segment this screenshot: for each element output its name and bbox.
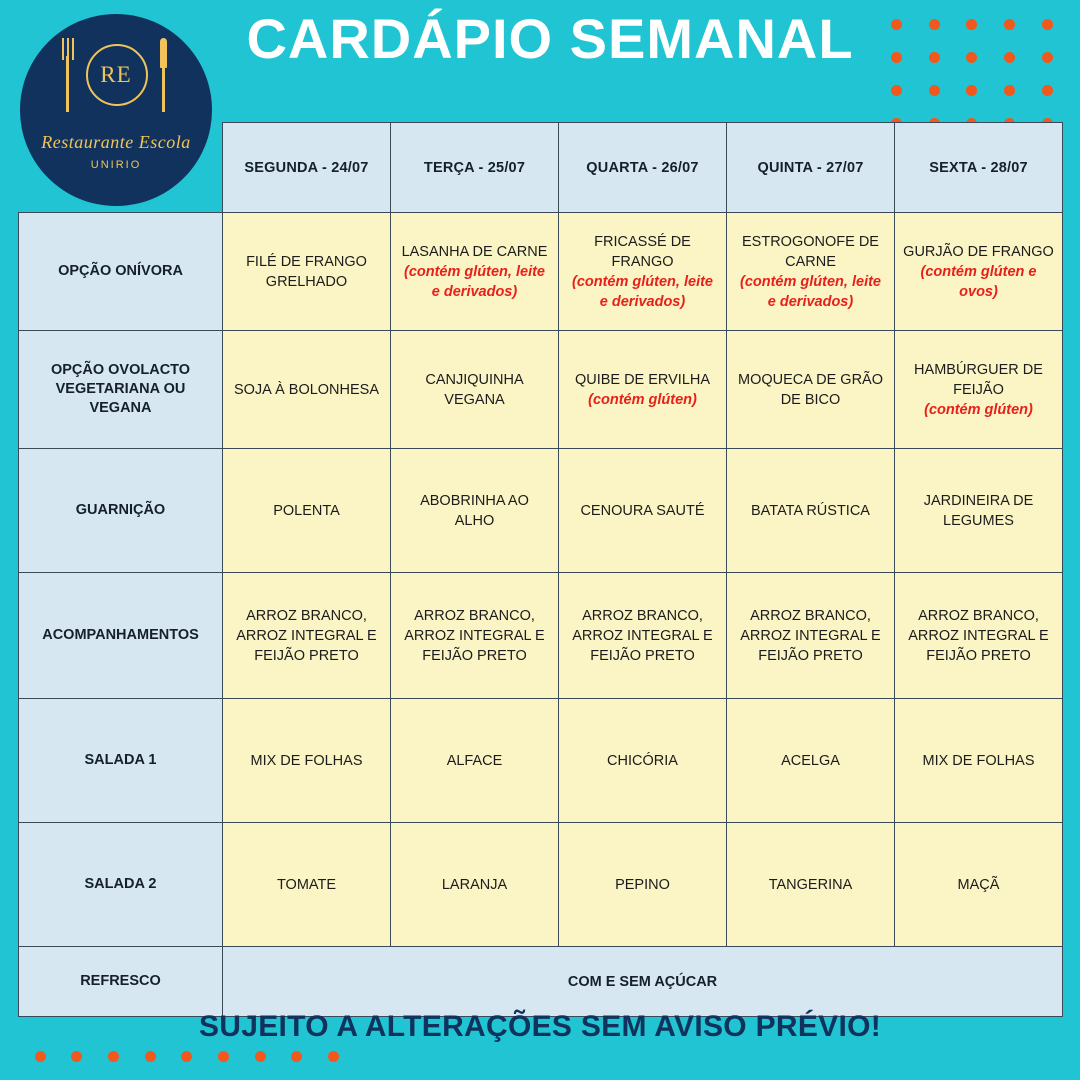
knife-icon — [157, 38, 171, 112]
logo-monogram: RE — [100, 62, 132, 87]
dot — [966, 85, 977, 96]
column-header-thursday: QUINTA - 27/07 — [727, 123, 895, 213]
column-header-tuesday: TERÇA - 25/07 — [391, 123, 559, 213]
dish-name: SOJA À BOLONHESA — [233, 381, 380, 398]
dish-name: POLENTA — [273, 502, 340, 519]
dot — [71, 1051, 82, 1062]
table-row — [19, 331, 1063, 449]
dish-name: ARROZ BRANCO, ARROZ INTEGRAL E FEIJÃO PRETO — [236, 607, 377, 664]
table-cell — [727, 331, 895, 449]
dish-name: CANJIQUINHA VEGANA — [425, 371, 524, 408]
table-row — [19, 823, 1063, 947]
allergen-note: (contém glúten, leite e derivados) — [740, 273, 881, 310]
table-row — [19, 947, 1063, 1017]
row-label-refresco: REFRESCO — [19, 947, 223, 1017]
dish-name: QUIBE DE ERVILHA — [574, 371, 711, 388]
dish-name: ESTROGONOFE DE CARNE — [742, 233, 879, 270]
table-cell — [727, 699, 895, 823]
dish-name: GURJÃO DE FRANGO — [903, 243, 1054, 260]
table-cell — [223, 213, 391, 331]
table-row — [19, 449, 1063, 573]
table-cell — [223, 823, 391, 947]
dot — [929, 85, 940, 96]
row-label-onivora: OPÇÃO ONÍVORA — [19, 213, 223, 331]
dish-name: MIX DE FOLHAS — [922, 752, 1035, 769]
row-label-salada-1: SALADA 1 — [19, 699, 223, 823]
logo-institution: UNIRIO — [90, 159, 142, 171]
dot — [891, 85, 902, 96]
dish-name: MOQUECA DE GRÃO DE BICO — [737, 371, 884, 408]
dish-name: LARANJA — [441, 876, 508, 893]
table-cell — [895, 573, 1063, 699]
disclaimer-text: SUJEITO A ALTERAÇÕES SEM AVISO PRÉVIO! — [198, 1010, 882, 1043]
table-header — [19, 123, 1063, 213]
table-cell — [559, 823, 727, 947]
logo-name: Restaurante Escola — [41, 132, 191, 152]
table-cell — [727, 449, 895, 573]
dish-name: FRICASSÉ DE FRANGO — [594, 233, 691, 270]
page-title: CARDÁPIO SEMANAL — [246, 7, 854, 70]
table-cell — [223, 331, 391, 449]
table-cell — [391, 331, 559, 449]
table-cell — [559, 213, 727, 331]
column-header-wednesday: QUARTA - 26/07 — [559, 123, 727, 213]
allergen-note: (contém glúten) — [588, 391, 697, 408]
dot — [181, 1051, 192, 1062]
weekly-menu-table — [18, 122, 1063, 1017]
dish-name: FILÉ DE FRANGO GRELHADO — [246, 253, 367, 290]
dish-name: JARDINEIRA DE LEGUMES — [923, 492, 1034, 529]
dot — [966, 52, 977, 63]
table-cell — [895, 449, 1063, 573]
dish-name: ACELGA — [781, 752, 840, 769]
table-cell — [727, 213, 895, 331]
dot — [291, 1051, 302, 1062]
cutlery-plate-icon — [53, 38, 179, 130]
dot — [1004, 85, 1015, 96]
table-cell — [223, 449, 391, 573]
table-cell — [559, 331, 727, 449]
dot — [1042, 52, 1053, 63]
refresco-value: COM E SEM AÇÚCAR — [223, 947, 1063, 1017]
dot — [145, 1051, 156, 1062]
dish-name: TANGERINA — [768, 876, 853, 893]
decorative-dot-row-bottom-left — [22, 1051, 352, 1062]
dish-name: ARROZ BRANCO, ARROZ INTEGRAL E FEIJÃO PRETO — [908, 607, 1049, 664]
table-row — [19, 573, 1063, 699]
table-cell — [559, 699, 727, 823]
column-header-monday: SEGUNDA - 24/07 — [223, 123, 391, 213]
row-label-vegetariana: OPÇÃO OVOLACTO VEGETARIANA OU VEGANA — [19, 331, 223, 449]
dish-name: ARROZ BRANCO, ARROZ INTEGRAL E FEIJÃO PRETO — [404, 607, 545, 664]
dot — [929, 19, 940, 30]
dish-name: TOMATE — [276, 876, 337, 893]
dot — [255, 1051, 266, 1062]
dish-name: HAMBÚRGUER DE FEIJÃO — [914, 361, 1043, 398]
table-cell — [223, 699, 391, 823]
allergen-note: (contém glúten, leite e derivados) — [572, 273, 713, 310]
table-row — [19, 213, 1063, 331]
dish-name: BATATA RÚSTICA — [751, 502, 870, 519]
table-cell — [391, 823, 559, 947]
dot — [929, 52, 940, 63]
dish-name: MAÇÃ — [957, 876, 1000, 893]
table-cell — [223, 573, 391, 699]
dish-name: CENOURA SAUTÉ — [580, 502, 705, 519]
table-corner-cell — [19, 123, 223, 213]
weekly-menu-table-wrapper — [18, 122, 1062, 1017]
table-cell — [559, 449, 727, 573]
dot — [1042, 19, 1053, 30]
row-label-salada-2: SALADA 2 — [19, 823, 223, 947]
dot — [891, 19, 902, 30]
dot — [108, 1051, 119, 1062]
table-cell — [895, 699, 1063, 823]
dot — [966, 19, 977, 30]
dish-name: ABOBRINHA AO ALHO — [420, 492, 529, 529]
row-label-guarnicao: GUARNIÇÃO — [19, 449, 223, 573]
dish-name: ARROZ BRANCO, ARROZ INTEGRAL E FEIJÃO PRETO — [572, 607, 713, 664]
table-cell — [391, 699, 559, 823]
allergen-note: (contém glúten e ovos) — [920, 263, 1037, 300]
table-cell — [391, 449, 559, 573]
table-cell — [727, 823, 895, 947]
dish-name: PEPINO — [615, 876, 670, 893]
table-row — [19, 699, 1063, 823]
dot — [1042, 85, 1053, 96]
dot — [328, 1051, 339, 1062]
table-cell — [559, 573, 727, 699]
table-cell — [391, 213, 559, 331]
dish-name: ARROZ BRANCO, ARROZ INTEGRAL E FEIJÃO PRETO — [740, 607, 881, 664]
allergen-note: (contém glúten) — [924, 401, 1033, 418]
dish-name: ALFACE — [446, 752, 503, 769]
allergen-note: (contém glúten, leite e derivados) — [404, 263, 545, 300]
decorative-dot-grid-top-right — [878, 8, 1066, 140]
dot — [891, 52, 902, 63]
table-cell — [895, 331, 1063, 449]
table-cell — [391, 573, 559, 699]
table-cell — [895, 213, 1063, 331]
dish-name: LASANHA DE CARNE — [401, 243, 548, 260]
dot — [218, 1051, 229, 1062]
dot — [35, 1051, 46, 1062]
column-header-friday: SEXTA - 28/07 — [895, 123, 1063, 213]
dot — [1004, 52, 1015, 63]
row-label-acompanhamentos: ACOMPANHAMENTOS — [19, 573, 223, 699]
dish-name: MIX DE FOLHAS — [250, 752, 363, 769]
dish-name: CHICÓRIA — [607, 752, 678, 769]
table-cell — [895, 823, 1063, 947]
dot — [1004, 19, 1015, 30]
table-cell — [727, 573, 895, 699]
